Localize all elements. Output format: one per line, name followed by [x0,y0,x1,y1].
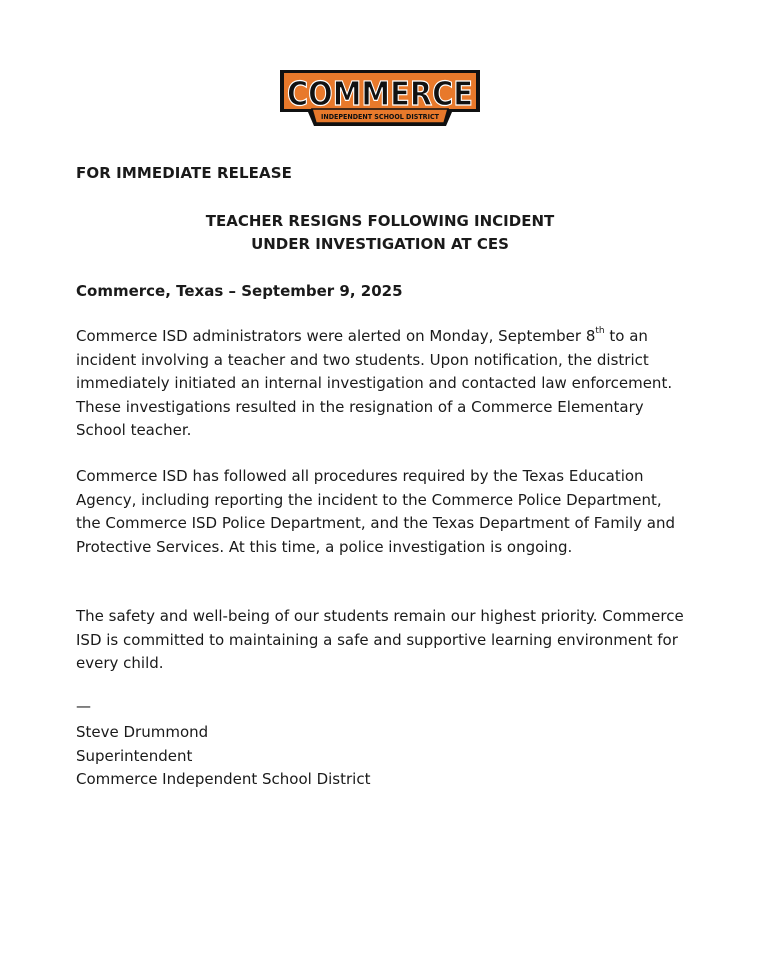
body-paragraph-3 [76,605,686,676]
signer-title: Superintendent [76,746,193,765]
paragraph-1-rest: to an incident involving a teacher and two students. Upon notification, the district immediately initiated an internal investigation and contacted law enforcement. These investigations resulted in the resignation of a Commerce Elementary School teacher. [76,327,673,439]
paragraph-1-lead: Commerce ISD administrators were alerted on Monday, September 8 [76,327,596,345]
dateline: Commerce, Texas – September 9, 2025 [76,282,403,300]
signer-organization: Commerce Independent School District [76,770,371,788]
headline-line-1: TEACHER RESIGNS FOLLOWING INCIDENT [205,212,555,230]
signer-name: Steve Drummond [76,723,209,741]
ordinal-suffix: th [595,326,605,336]
body-paragraph-2 [76,465,686,559]
paragraph-2-text: Commerce ISD has followed all procedures required by the Texas Education Agency, including reporting the incident to the Commerce Police Department, the Commerce ISD Police Department, and the Texas Department of Family and Protective Services. At this time, a police investigation is ongoing. [76,467,676,556]
paragraph-3-text: The safety and well-being of our students remain our highest priority. Commerce ISD is committed to maintaining a safe and supportive learning environment for every child. [76,607,684,672]
logo-subtitle: INDEPENDENT SCHOOL DISTRICT [321,113,440,121]
signature-separator: — [76,697,91,715]
body-paragraph-1 [76,325,686,443]
headline-line-2: UNDER INVESTIGATION AT CES [251,235,509,253]
district-logo [276,62,484,130]
release-label: FOR IMMEDIATE RELEASE [76,164,292,182]
signature-block [76,721,686,792]
logo-wordmark: COMMERCE [287,74,473,113]
commerce-isd-logo-graphic [276,62,484,130]
headline [0,210,760,256]
